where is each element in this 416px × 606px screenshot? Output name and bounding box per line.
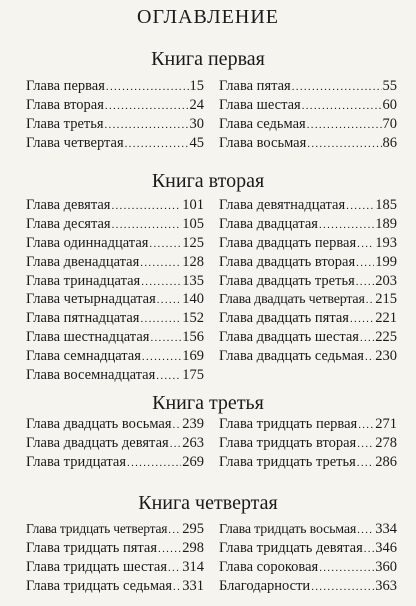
chapter-title: Глава тридцать седьмая — [26, 577, 173, 594]
chapter-title: Глава восьмая — [219, 134, 307, 151]
toc-entry — [219, 254, 397, 273]
page-number: 334 — [375, 521, 397, 537]
chapter-title: Глава десятая — [26, 215, 111, 232]
book-heading: Книга четвертая — [138, 492, 278, 514]
toc-entry — [219, 454, 397, 473]
toc-column-left — [26, 521, 204, 597]
page-number: 346 — [375, 539, 397, 556]
dot-leader — [105, 100, 189, 112]
toc-entry — [219, 97, 397, 116]
toc-entry — [26, 97, 204, 116]
toc-entry — [219, 135, 397, 154]
page-number: 55 — [382, 78, 397, 94]
page-number: 105 — [182, 215, 204, 232]
dot-leader — [125, 138, 189, 150]
page-number: 230 — [375, 348, 397, 365]
dot-leader — [142, 351, 181, 363]
toc-entry — [26, 454, 204, 473]
chapter-title: Глава восемнадцатая — [26, 367, 156, 384]
page-number: 30 — [189, 115, 204, 132]
toc-entry — [26, 197, 204, 216]
chapter-title: Глава седьмая — [219, 115, 306, 132]
dot-leader — [140, 257, 181, 269]
dot-leader — [365, 351, 374, 363]
toc-title: ОГЛАВЛЕНИЕ — [137, 6, 279, 28]
dot-leader — [105, 119, 189, 131]
chapter-title: Глава четвертая — [26, 134, 124, 151]
page-number: 269 — [182, 453, 204, 470]
page-number: 286 — [375, 453, 397, 470]
page-number: 271 — [375, 416, 397, 432]
dot-leader — [150, 332, 181, 344]
chapter-title: Глава тридцатая — [26, 453, 127, 470]
toc-entry — [219, 416, 397, 435]
toc-entry — [219, 540, 397, 559]
dot-leader — [173, 419, 182, 431]
toc-entry — [219, 521, 397, 540]
toc-entry — [26, 435, 204, 454]
toc-entry — [26, 367, 204, 386]
page-number: 135 — [182, 272, 204, 289]
dot-leader — [307, 119, 382, 131]
page-number: 101 — [182, 197, 204, 213]
chapter-title: Глава тридцать первая — [219, 416, 358, 432]
dot-leader — [357, 438, 374, 450]
toc-entry — [26, 348, 204, 367]
dot-leader — [157, 294, 182, 306]
page-number: 169 — [182, 348, 204, 365]
dot-leader — [319, 562, 374, 574]
page-number: 221 — [375, 310, 397, 327]
page-number: 86 — [382, 134, 397, 151]
page-number: 278 — [375, 434, 397, 451]
chapter-title: Глава третья — [26, 115, 104, 132]
chapter-title: Глава двадцать седьмая — [219, 348, 364, 365]
book-heading: Книга первая — [151, 48, 265, 70]
book-heading: Книга третья — [152, 392, 264, 414]
toc-entry — [26, 521, 204, 540]
dot-leader — [168, 524, 181, 536]
dot-leader — [350, 313, 374, 325]
page-number: 203 — [375, 272, 397, 289]
toc-entry — [26, 559, 204, 578]
chapter-title: Глава тридцать вторая — [219, 434, 357, 451]
toc-column-left — [26, 416, 204, 473]
chapter-title: Глава двадцать третья — [219, 272, 355, 289]
chapter-title: Глава семнадцатая — [26, 348, 141, 365]
toc-entry — [26, 135, 204, 154]
toc-entry — [26, 78, 204, 97]
dot-leader — [141, 276, 181, 288]
page-number: 70 — [382, 115, 397, 132]
chapter-title: Глава пятнадцатая — [26, 310, 140, 327]
chapter-title: Глава тридцать восьмая — [219, 522, 357, 537]
chapter-title: Глава двадцатая — [219, 215, 318, 232]
dot-leader — [106, 81, 189, 93]
chapter-title: Глава вторая — [26, 96, 104, 113]
chapter-title: Благодарности — [219, 577, 311, 594]
dot-leader — [112, 219, 182, 231]
page-number: 215 — [375, 291, 397, 308]
chapter-title: Глава тридцать третья — [219, 453, 356, 470]
toc-entry — [219, 235, 397, 254]
toc-entry — [219, 435, 397, 454]
dot-leader — [358, 419, 374, 431]
chapter-title: Глава двадцать девятая — [26, 434, 169, 451]
chapter-title: Глава тридцать шестая — [26, 558, 167, 575]
toc-column-right — [219, 197, 397, 367]
page-number: 15 — [189, 78, 204, 94]
page-number: 331 — [182, 577, 204, 594]
toc-entry — [219, 116, 397, 135]
dot-leader — [366, 294, 375, 306]
toc-entry — [219, 216, 397, 235]
dot-leader — [356, 257, 374, 269]
dot-leader — [140, 313, 181, 325]
dot-leader — [111, 200, 181, 212]
dot-leader — [356, 276, 375, 288]
dot-leader — [302, 100, 382, 112]
book-heading: Книга вторая — [151, 170, 265, 192]
chapter-title: Глава тридцать пятая — [26, 539, 158, 556]
page-number: 314 — [182, 558, 204, 575]
toc-entry — [26, 416, 204, 435]
toc-entry — [219, 291, 397, 310]
page-number: 189 — [375, 215, 397, 232]
chapter-title: Глава двадцать первая — [219, 234, 357, 251]
page-number: 24 — [189, 96, 204, 113]
toc-entry — [219, 310, 397, 329]
page-number: 185 — [375, 197, 397, 213]
toc-entry — [26, 329, 204, 348]
chapter-title: Глава девятая — [26, 197, 111, 213]
chapter-title: Глава двадцать пятая — [219, 310, 349, 327]
chapter-title: Глава двадцать вторая — [219, 253, 356, 270]
page-number: 175 — [182, 367, 204, 384]
page-number: 140 — [182, 291, 204, 308]
dot-leader — [307, 138, 381, 150]
chapter-title: Глава двадцать шестая — [219, 329, 359, 346]
page-number: 45 — [189, 134, 204, 151]
toc-entry — [26, 254, 204, 273]
dot-leader — [173, 581, 181, 593]
chapter-title: Глава сороковая — [219, 558, 319, 575]
toc-entry — [26, 273, 204, 292]
dot-leader — [170, 438, 182, 450]
dot-leader — [168, 562, 181, 574]
toc-column-right — [219, 78, 397, 154]
toc-column-left — [26, 78, 204, 154]
toc-column-left — [26, 197, 204, 386]
dot-leader — [149, 238, 181, 250]
toc-column-right — [219, 521, 397, 597]
page-number: 193 — [375, 234, 397, 251]
toc-entry — [219, 578, 397, 597]
dot-leader — [156, 370, 181, 382]
chapter-title: Глава первая — [26, 78, 105, 94]
dot-leader — [346, 200, 374, 212]
page-number: 128 — [182, 253, 204, 270]
dot-leader — [311, 581, 374, 593]
toc-entry — [26, 291, 204, 310]
page-number: 295 — [182, 521, 204, 537]
page-number: 263 — [182, 434, 204, 451]
chapter-title: Глава шестая — [219, 96, 301, 113]
chapter-title: Глава двенадцатая — [26, 253, 140, 270]
chapter-title: Глава тридцать девятая — [219, 539, 363, 556]
dot-leader — [360, 332, 374, 344]
toc-entry — [26, 578, 204, 597]
dot-leader — [357, 457, 374, 469]
page-number: 125 — [182, 234, 204, 251]
toc-entry — [26, 116, 204, 135]
toc-entry — [219, 348, 397, 367]
dot-leader — [127, 457, 181, 469]
toc-entry — [219, 197, 397, 216]
chapter-title: Глава четырнадцатая — [26, 291, 156, 308]
page-number: 239 — [182, 416, 204, 432]
chapter-title: Глава одиннадцатая — [26, 234, 149, 251]
page-number: 199 — [375, 253, 397, 270]
page-number: 363 — [375, 577, 397, 594]
chapter-title: Глава двадцать восьмая — [26, 416, 172, 432]
page-number: 60 — [382, 96, 397, 113]
page-number: 156 — [182, 329, 204, 346]
toc-entry — [219, 273, 397, 292]
dot-leader — [292, 81, 382, 93]
dot-leader — [357, 524, 374, 536]
toc-entry — [26, 235, 204, 254]
toc-entry — [219, 559, 397, 578]
chapter-title: Глава шестнадцатая — [26, 329, 150, 346]
page-number: 360 — [375, 558, 397, 575]
toc-entry — [26, 216, 204, 235]
toc-entry — [26, 540, 204, 559]
chapter-title: Глава пятая — [219, 78, 291, 94]
dot-leader — [357, 238, 374, 250]
dot-leader — [364, 543, 375, 555]
toc-column-right — [219, 416, 397, 473]
toc-entry — [219, 329, 397, 348]
chapter-title: Глава девятнадцатая — [219, 197, 346, 213]
toc-entry — [219, 78, 397, 97]
chapter-title: Глава тридцать четвертая — [26, 521, 168, 536]
page-number: 298 — [182, 539, 204, 556]
toc-entry — [26, 310, 204, 329]
page-number: 152 — [182, 310, 204, 327]
chapter-title: Глава двадцать четвертая — [219, 292, 365, 308]
page-number: 225 — [375, 329, 397, 346]
chapter-title: Глава тринадцатая — [26, 272, 141, 289]
dot-leader — [319, 219, 374, 231]
dot-leader — [158, 543, 181, 555]
